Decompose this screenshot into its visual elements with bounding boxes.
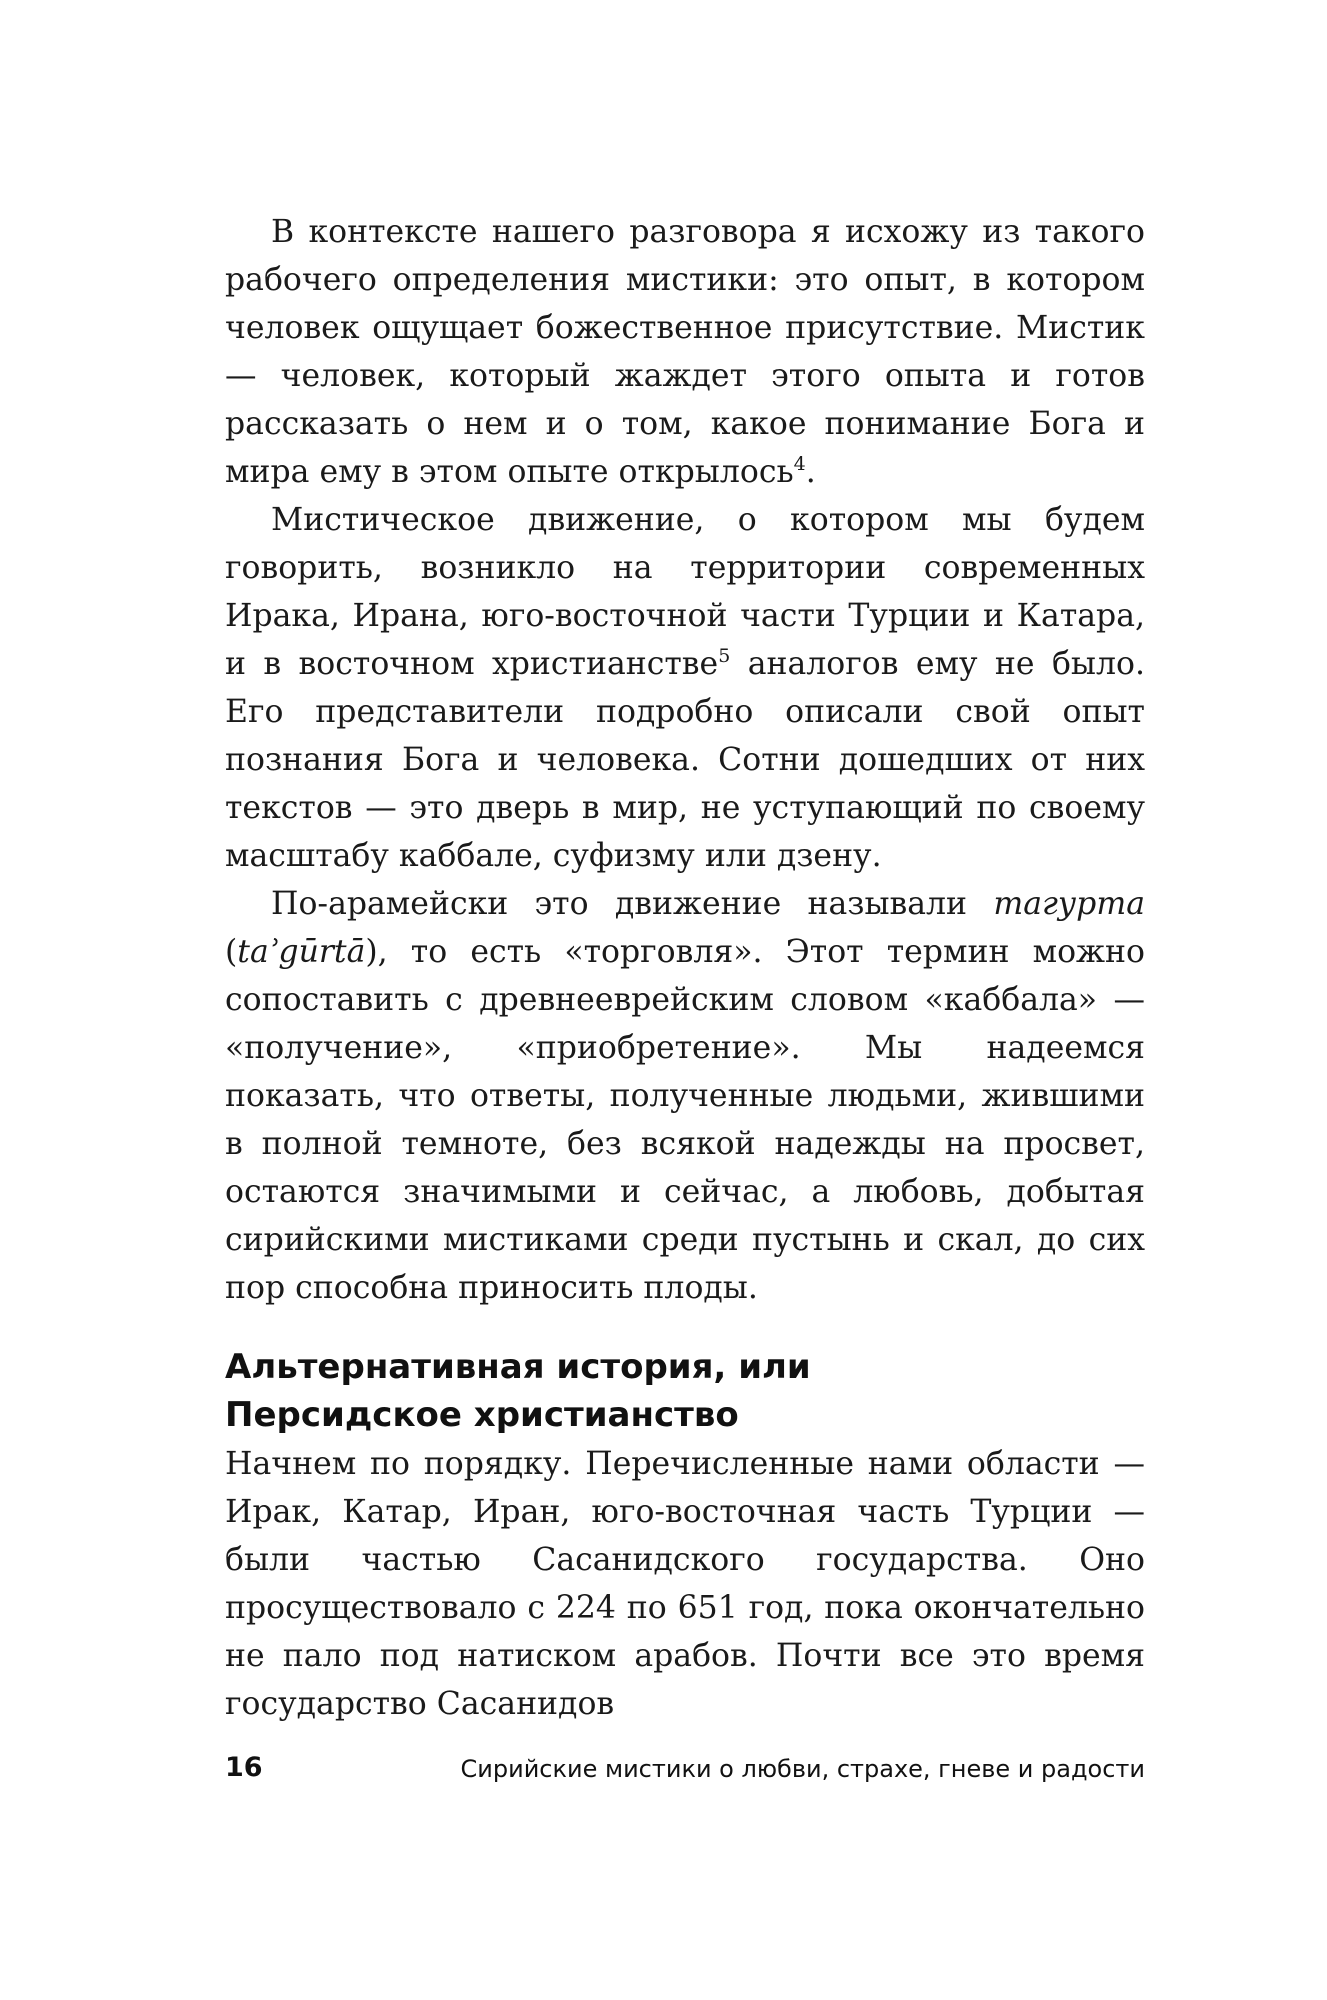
paragraph-text: В контексте нашего разговора я исхожу из такого рабочего определения мистики: это опыт, в котором человек ощущает божественное присутствие. Мистик — человек, который жаждет этого опыта и готов рассказать о нем и о том, какое понимание Бога и мира ему в этом опыте открылось [225, 214, 1145, 490]
section-heading-line-2: Персидское христианство [225, 1395, 739, 1435]
paragraph-text: Мистическое движение, о котором мы будем говорить, возникло на территории современных Ирака, Ирана, юго-восточной части Турции и Катара, и в восточном христианстве [225, 502, 1145, 682]
footnote-marker: 4 [793, 453, 806, 475]
paragraph-text: то есть «торговля». Этот термин можно сопоставить с древнееврейским словом «каббала» — «получение», «приобретение». Мы надеемся показать, что ответы, полученные людьми, жившими в полной темноте, без всякой надежды на просвет, остаются значимыми и сейчас, а любовь, добытая сирийскими мистиками среди пустынь и скал, до сих пор способна приносить плоды. [225, 934, 1145, 1306]
paren-open: ( [225, 934, 238, 970]
running-footer-title: Сирийские мистики о любви, страхе, гневе и радости [460, 1755, 1145, 1783]
page-number: 16 [225, 1752, 263, 1783]
term-transliteration: taʾgūrtā [237, 934, 366, 970]
body-text-top [225, 208, 1145, 1312]
paragraph-mystical-movement [225, 496, 1145, 880]
section-heading [225, 1343, 1145, 1439]
paragraph-text: аналогов ему не было. Его представители подробно описали свой опыт познания Бога и человека. Сотни дошедших от них текстов — это дверь в мир, не уступающий по своему масштабу каббале, суфизму или дзену. [225, 646, 1145, 874]
paragraph-text: Начнем по порядку. Перечисленные нами области — Ирак, Катар, Иран, юго-восточная часть Турции — были частью Сасанидского государства. Оно просуществовало с 224 по 651 год, пока окончательно не пало под натиском арабов. Почти все это время государство Сасанидов [225, 1446, 1145, 1722]
section-heading-line-1: Альтернативная история, или [225, 1347, 811, 1387]
paragraph-text: По-арамейски это движение называли [271, 886, 994, 922]
aramaic-term: тагурта [993, 886, 1145, 922]
footnote-marker: 5 [718, 645, 731, 667]
paragraph-taguarta-term [225, 880, 1145, 1312]
paren-close: ), [365, 934, 388, 970]
paragraph-sasanid-state [225, 1440, 1145, 1728]
paragraph-mysticism-definition [225, 208, 1145, 496]
paragraph-end: . [805, 454, 816, 490]
body-text-bottom [225, 1440, 1145, 1728]
